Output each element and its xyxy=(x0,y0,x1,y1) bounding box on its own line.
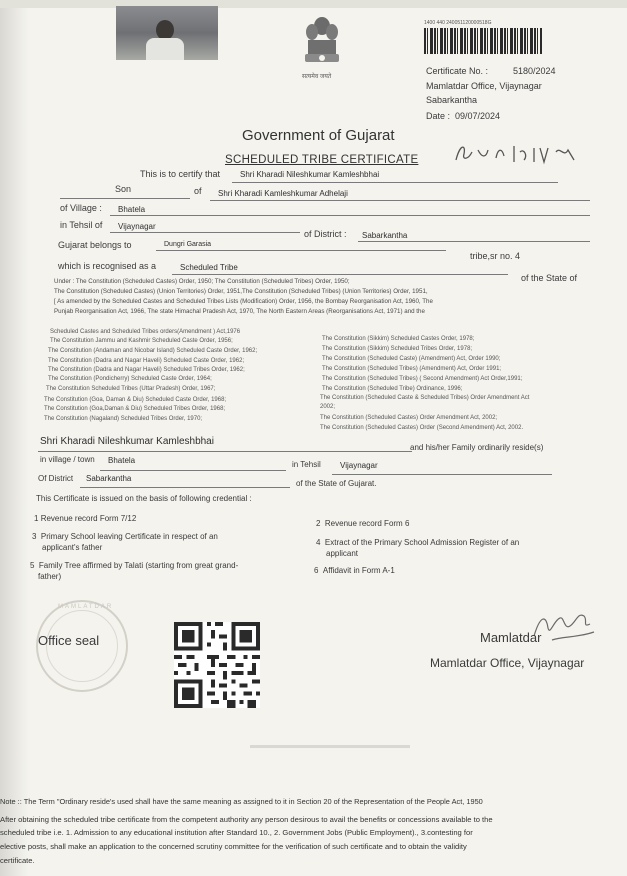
district2-label: Of District xyxy=(38,474,74,483)
credential-item-cont: father) xyxy=(38,572,62,581)
credential-intro: This Certificate is issued on the basis of following credential : xyxy=(36,494,252,503)
fold-mark xyxy=(250,745,410,748)
issue-date: 09/07/2024 xyxy=(455,111,501,121)
credential-item: 4 Extract of the Primary School Admission Register of an xyxy=(316,538,520,547)
tehsil-value: Vijaynagar xyxy=(118,222,156,231)
barcode xyxy=(424,28,542,54)
order-left-item: The Constitution (Dadra and Nagar Haveli) Scheduled Tribes Order, 1962; xyxy=(48,367,245,373)
order-left-item: The Constitution (Dadra and Nagar Haveli) Scheduled Caste Order, 1962; xyxy=(48,358,245,364)
office-district: Sabarkantha xyxy=(426,95,478,105)
tehsil-label: in Tehsil of xyxy=(60,220,103,230)
order-left-item: The Constitution (Andaman and Nicobar Island) Scheduled Caste Order, 1962; xyxy=(48,348,258,354)
applicant-name-repeat: Shri Kharadi Nileshkumar Kamleshbhai xyxy=(40,436,214,447)
seal-ring-text: MAMLATDAR xyxy=(58,604,114,610)
mamlatdar-office: Mamlatdar Office, Vijaynagar xyxy=(430,656,585,670)
order-right-item: The Constitution (Scheduled Tribes) (Amendment) Act, Order 1991; xyxy=(322,366,502,372)
order-right-item: 2002; xyxy=(320,404,336,410)
order-left-item: The Constitution Scheduled Tribes (Uttar Pradesh) Order, 1967; xyxy=(46,386,216,392)
state-gujarat-label: of the State of Gujarat. xyxy=(296,479,377,488)
under-line-2: The Constitution (Scheduled Castes) (Union Territories) Order, 1951,The Constitution (Scheduled Tribes) (Union Territories) Order, 1951, xyxy=(54,288,428,295)
parent-name: Shri Kharadi Kamleshkumar Adhelaji xyxy=(218,189,348,198)
order-right-item: The Constitution (Scheduled Castes) Order (Second Amendment) Act, 2002. xyxy=(320,425,524,431)
certify-label: This is to certify that xyxy=(140,169,221,179)
under-line-4: Punjab Reorganisation Act, 1966, The state Himachal Pradesh Act, 1970, The North Eastern Areas (Reorganisations Act, 1971) and the xyxy=(54,308,425,315)
recognised-as: Scheduled Tribe xyxy=(180,263,238,272)
date-label: Date : xyxy=(426,111,451,121)
order-right-item: The Constitution (Scheduled Tribes) ( Second Amendment) Act Order,1991; xyxy=(322,376,523,382)
applicant-name: Shri Kharadi Nileshkumar Kamleshbhai xyxy=(240,170,380,179)
page-top-edge xyxy=(0,0,627,8)
emblem-caption: सत्यमेव जयते xyxy=(302,74,332,80)
tehsil2-value: Vijaynagar xyxy=(340,461,378,470)
after-line-1: After obtaining the scheduled tribe certificate from the competent authority any person desirous to avail the benefits or concessions available to the xyxy=(0,815,493,824)
district-value: Sabarkantha xyxy=(362,231,408,240)
district2-value: Sabarkantha xyxy=(86,474,132,483)
order-right-item: The Constitution (Scheduled Castes) Order Amendment Act, 2002; xyxy=(320,415,498,421)
credential-item-cont: applicant's father xyxy=(42,543,103,552)
tribe-name: Dungri Garasia xyxy=(164,241,212,248)
tribe-serial: tribe,sr no. 4 xyxy=(470,251,521,261)
village-value: Bhatela xyxy=(118,205,146,214)
credential-item: 2 Revenue record Form 6 xyxy=(316,519,410,528)
handwritten-note-text: Rs No 134 4th xyxy=(452,138,459,139)
govt-title: Government of Gujarat xyxy=(242,127,395,144)
belongs-label: Gujarat belongs to xyxy=(58,240,132,250)
tehsil2-label: in Tehsil xyxy=(292,460,321,469)
office-seal-label: Office seal xyxy=(38,633,100,648)
order-right-item: The Constitution (Sikkim) Scheduled Tribes Order, 1978; xyxy=(322,346,473,352)
credential-item: 5 Family Tree affirmed by Talati (starting from great grand- xyxy=(30,561,239,570)
credential-item: 3 Primary School leaving Certificate in respect of an xyxy=(32,532,218,541)
order-left-item: The Constitution (Goa,Daman & Diu) Scheduled Tribes Order, 1968; xyxy=(44,406,226,412)
district-label: of District : xyxy=(304,229,347,239)
order-left-item: The Constitution Jammu and Kashmir Scheduled Caste Order, 1956; xyxy=(50,338,233,344)
order-left-item: The Constitution (Goa, Daman & Diu) Scheduled Caste Order, 1968; xyxy=(44,397,227,403)
barcode-text: 1400 440 240051120000518G xyxy=(424,20,492,26)
state-of-label: of the State of xyxy=(521,273,578,283)
page-edge-shadow xyxy=(0,0,28,876)
credential-item: 6 Affidavit in Form A-1 xyxy=(314,566,395,575)
credential-item-cont: applicant xyxy=(326,549,359,558)
after-line-3: elective posts, shall make an application to the concerned scrutiny committee for the verification of such certificate and to obtain the validity xyxy=(0,842,467,851)
order-left-item: The Constitution (Nagaland) Scheduled Tribes Order, 1970; xyxy=(44,416,203,422)
applicant-photo xyxy=(116,6,218,60)
order-right-item: The Constitution (Sikkim) Scheduled Castes Order, 1978; xyxy=(322,336,475,342)
recognised-label: which is recognised as a xyxy=(58,261,157,271)
village-town-value: Bhatela xyxy=(108,456,136,465)
after-line-4: certificate. xyxy=(0,856,35,865)
village-town-label: in village / town xyxy=(40,455,95,464)
order-right-item: The Constitution (Scheduled Tribe) Ordinance, 1996; xyxy=(322,386,463,392)
note-text: Note :: The Term "Ordinary reside's used shall have the same meaning as assigned to it in Section 20 of the Representation of the People Act, 1950 xyxy=(0,797,483,806)
mamlatdar-label: Mamlatdar xyxy=(480,630,542,645)
of-label: of xyxy=(194,186,202,196)
credential-item: 1 Revenue record Form 7/12 xyxy=(34,514,137,523)
certificate-no-label: Certificate No. : xyxy=(426,66,489,76)
under-line-3: [ As amended by the Scheduled Castes and Scheduled Tribes Lists (Modification) Order, 1956, the Bombay Reorganisation Act, 1960, The xyxy=(54,298,433,305)
qr-code xyxy=(174,622,260,708)
office-name: Mamlatdar Office, Vijaynagar xyxy=(426,81,542,91)
order-left-item: Scheduled Castes and Scheduled Tribes orders(Amendment ) Act,1976 xyxy=(50,329,241,335)
certificate-title: SCHEDULED TRIBE CERTIFICATE xyxy=(225,154,419,166)
under-line-1: Under : The Constitution (Scheduled Castes) Order, 1950; The Constitution (Scheduled Tribes) Order, 1950; xyxy=(54,278,350,285)
relation: Son xyxy=(115,184,132,194)
certificate-no: 5180/2024 xyxy=(513,66,556,76)
village-label: of Village : xyxy=(60,203,102,213)
order-right-item: The Constitution (Scheduled Caste & Scheduled Tribes) Order Amendment Act xyxy=(320,395,530,401)
family-reside-label: and his/her Family ordinarily reside(s) xyxy=(410,443,544,452)
order-right-item: The Constitution (Scheduled Caste) (Amendment) Act, Order 1990; xyxy=(322,356,501,362)
after-line-2: scheduled tribe i.e. 1. Admission to any educational institution after Standard 10., 2. Government Jobs (Public Employment)., 3.contesting for xyxy=(0,828,473,837)
handwritten-note xyxy=(452,138,582,168)
order-left-item: The Constitution (Pondicherry) Scheduled Caste Order, 1964; xyxy=(48,376,212,382)
